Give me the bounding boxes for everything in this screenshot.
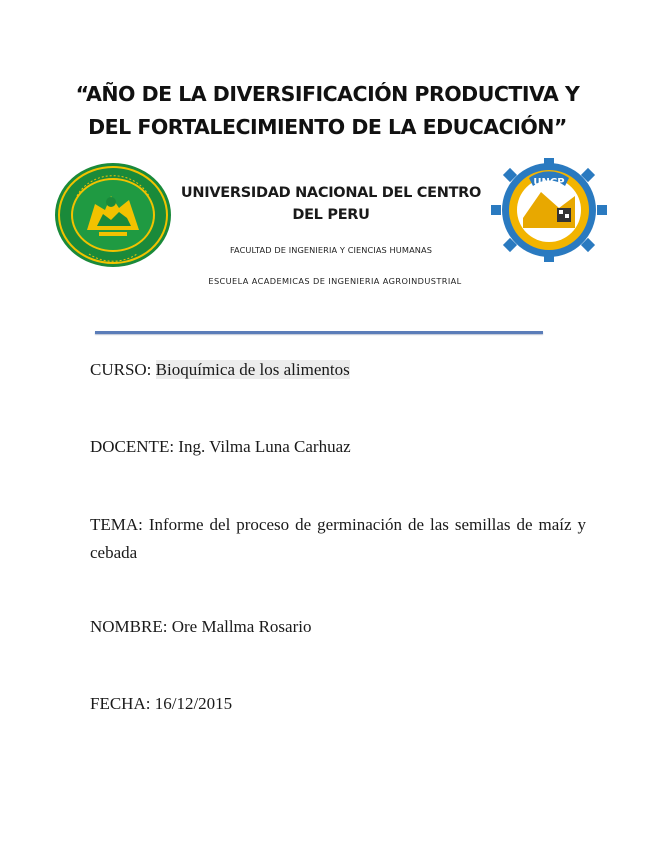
topic-field [90,511,586,567]
topic-label: TEMA: [90,515,149,534]
university-name-line-2: DEL PERU [292,207,370,223]
school-name: ESCUELA ACADEMICAS DE INGENIERIA AGROINDUSTRIAL [208,276,462,286]
university-name-line-1: UNIVERSIDAD NACIONAL DEL CENTRO [180,185,482,201]
motto-line-1: “AÑO DE LA DIVERSIFICACIÓN PRODUCTIVA Y [75,82,580,106]
teacher-field [90,433,586,461]
name-label: NOMBRE: [90,617,172,636]
name-field [90,613,586,641]
teacher-label: DOCENTE: [90,437,179,456]
header-divider [95,331,543,334]
date-value: 16/12/2015 [154,694,233,713]
university-seal-icon [53,160,173,270]
motto-line-2: DEL FORTALECIMIENTO DE LA EDUCACIÓN” [88,115,567,139]
uncp-logo-text: UNCP [533,177,565,188]
course-field [90,356,586,384]
university-name [176,182,486,226]
date-label: FECHA: [90,694,155,713]
topic-value: Informe del proceso de germinación de las semillas de maíz y cebada [90,515,586,562]
uncp-gear-logo-icon [489,158,609,262]
course-label: CURSO: [90,360,156,379]
faculty-name: FACULTAD DE INGENIERIA Y CIENCIAS HUMANAS [230,245,432,255]
course-value: Bioquímica de los alimentos [155,360,350,379]
year-motto [40,78,615,144]
date-field [90,690,586,718]
name-value: Ore Mallma Rosario [171,617,312,636]
teacher-value: Ing. Vilma Luna Carhuaz [178,437,351,456]
